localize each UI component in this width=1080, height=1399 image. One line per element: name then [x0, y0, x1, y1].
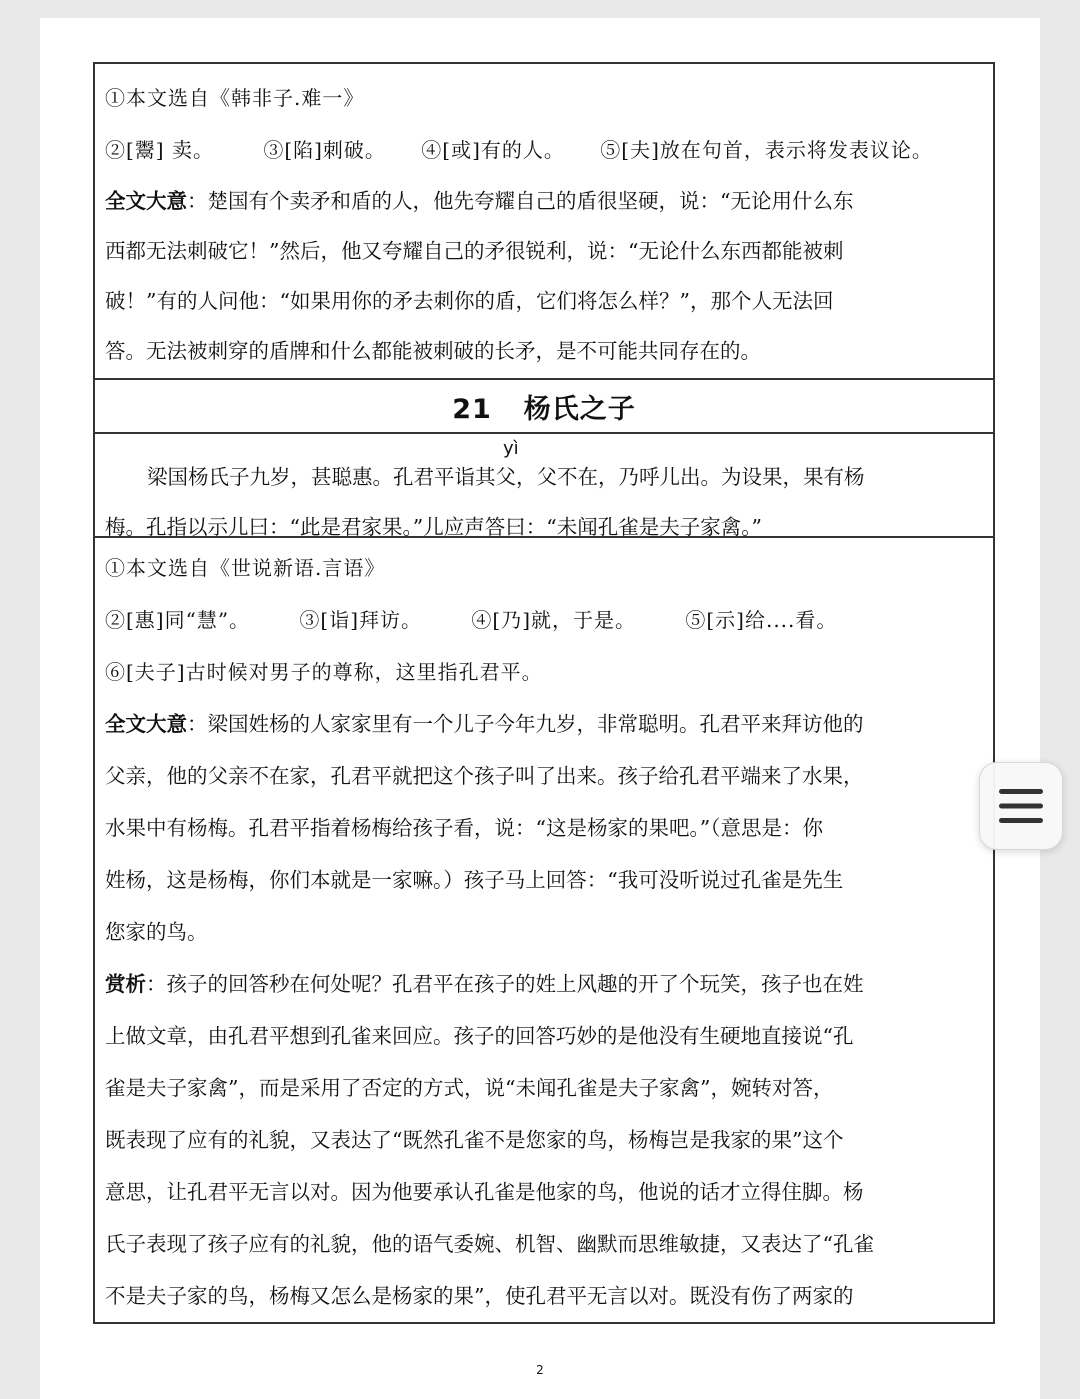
original-line: 梁国杨氏子九岁，甚聪惠。孔君平诣其父，父不在，乃呼儿出。为设果，果有杨: [147, 465, 865, 489]
summary-line: 您家的鸟。: [105, 920, 208, 944]
analysis-label: 赏析: [105, 972, 146, 996]
analysis-line: 既表现了应有的礼貌，又表达了“既然孔雀不是您家的鸟，杨梅岂是我家的果”这个: [105, 1128, 844, 1152]
summary-line: 父亲，他的父亲不在家，孔君平就把这个孩子叫了出来。孩子给孔君平端来了水果，: [105, 764, 864, 788]
source-note: ①本文选自《世说新语.言语》: [105, 556, 386, 580]
note-5: ⑤[示]给....看。: [685, 608, 838, 632]
summary-line: 水果中有杨梅。孔君平指着杨梅给孩子看，说：“这是杨家的果吧。”（意思是：你: [105, 816, 823, 840]
lesson-name: 杨氏之子: [523, 393, 636, 425]
summary-line: 答。无法被刺穿的盾牌和什么都能被刺破的长矛，是不可能共同存在的。: [105, 339, 761, 363]
analysis-line: 雀是夫子家禽”，而是采用了否定的方式，说“未闻孔雀是夫子家禽”，婉转对答，: [105, 1076, 834, 1100]
previous-notes-cell: [95, 64, 993, 380]
source-note: ①本文选自《韩非子.难一》: [105, 86, 365, 110]
summary-line: 全文大意：梁国姓杨的人家家里有一个儿子今年九岁，非常聪明。孔君平来拜访他的: [105, 712, 864, 736]
vocab-notes: [105, 124, 983, 176]
document-page: [40, 18, 1040, 1399]
annotation-cell: [95, 538, 993, 1322]
note-3: ③[陷]刺破。: [263, 138, 386, 162]
analysis-line: 上做文章，由孔君平想到孔雀来回应。孩子的回答巧妙的是他没有生硬地直接说“孔: [105, 1024, 854, 1048]
summary-line: 破！”有的人问他：“如果用你的矛去刺你的盾，它们将怎么样？”，那个人无法回: [105, 289, 834, 313]
content-table: [93, 62, 995, 1324]
note-6: ⑥[夫子]古时候对男子的尊称，这里指孔君平。: [105, 660, 543, 684]
analysis-line: 意思，让孔君平无言以对。因为他要承认孔雀是他家的鸟，他说的话才立得住脚。杨: [105, 1180, 864, 1204]
summary-line: 姓杨，这是杨梅，你们本就是一家嘛。）孩子马上回答：“我可没听说过孔雀是先生: [105, 868, 844, 892]
lesson-title-cell: [95, 380, 993, 434]
analysis-line: 赏析：孩子的回答秒在何处呢？孔君平在孩子的姓上风趣的开了个玩笑，孩子也在姓: [105, 972, 864, 996]
pinyin-annotation: yì: [503, 438, 519, 459]
original-text-cell: [95, 434, 993, 538]
note-4: ④[或]有的人。: [421, 138, 565, 162]
note-2: ②[惠]同“慧”。: [105, 608, 251, 632]
analysis-line: 氏子表现了孩子应有的礼貌，他的语气委婉、机智、幽默而思维敏捷，又表达了“孔雀: [105, 1232, 874, 1256]
summary-line: 西都无法刺破它！”然后，他又夸耀自己的矛很锐利，说：“无论什么东西都能被刺: [105, 239, 844, 263]
summary-label: 全文大意: [105, 189, 187, 213]
summary-label: 全文大意: [105, 712, 187, 736]
note-2: ②[鬻] 卖。: [105, 138, 214, 162]
floating-menu-button[interactable]: [979, 762, 1063, 850]
hamburger-menu-icon: [997, 785, 1045, 827]
analysis-line: 不是夫子家的鸟，杨梅又怎么是杨家的果”，使孔君平无言以对。既没有伤了两家的: [105, 1284, 854, 1308]
note-5: ⑤[夫]放在句首，表示将发表议论。: [600, 138, 933, 162]
lesson-title: [452, 387, 636, 426]
page-number: 2: [536, 1363, 544, 1377]
note-4: ④[乃]就，于是。: [471, 608, 636, 632]
note-3: ③[诣]拜访。: [299, 608, 423, 632]
lesson-number: 21: [452, 393, 492, 425]
summary-line: 全文大意：楚国有个卖矛和盾的人，他先夸耀自己的盾很坚硬，说：“无论用什么东: [105, 189, 854, 213]
original-line: 梅。孔指以示儿曰：“此是君家果。”儿应声答曰：“未闻孔雀是夫子家禽。”: [105, 515, 762, 539]
vocab-notes: [105, 594, 983, 646]
